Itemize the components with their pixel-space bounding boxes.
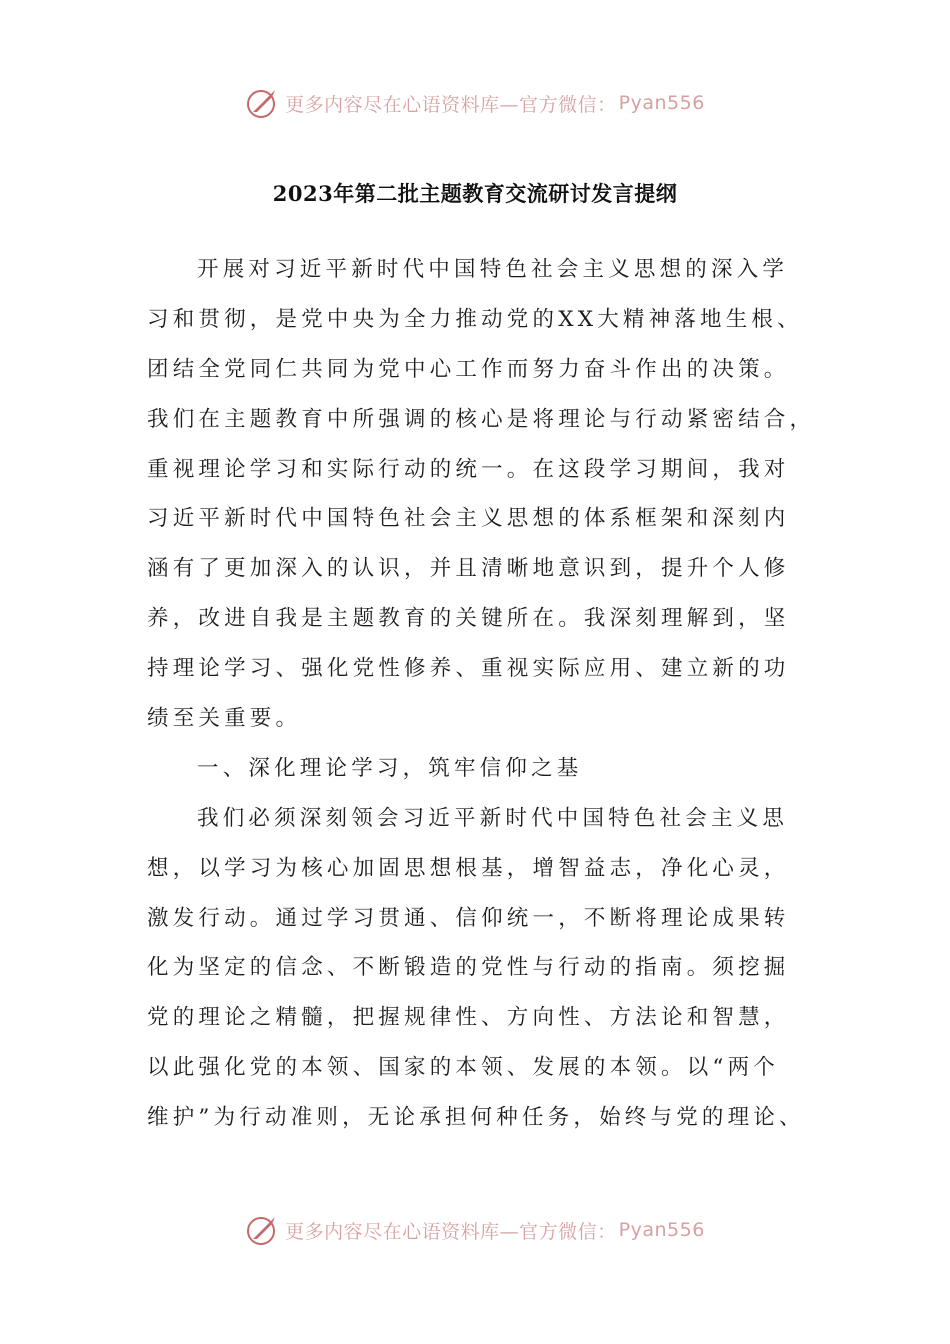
document-body bbox=[147, 245, 816, 1143]
document-title: 2023年第二批主题教育交流研讨发言提纲 bbox=[272, 181, 678, 206]
paragraph-line: 激发行动。通过学习贯通、信仰统一，不断将理论成果转 bbox=[147, 905, 790, 931]
paragraph-line: 维护”为行动准则，无论承担何种任务，始终与党的理论、 bbox=[147, 1105, 805, 1131]
paragraph-line: 化为坚定的信念、不断锻造的党性与行动的指南。须挖掘 bbox=[147, 955, 790, 981]
paragraph-line: 党的理论之精髓，把握规律性、方向性、方法论和智慧， bbox=[147, 1005, 790, 1031]
header-watermark bbox=[0, 83, 950, 123]
quill-pen-circle-icon bbox=[245, 1212, 281, 1248]
watermark-text: 更多内容尽在心语资料库—官方微信： bbox=[285, 93, 617, 116]
paragraph-line: 习近平新时代中国特色社会主义思想的体系框架和深刻内 bbox=[147, 506, 790, 532]
paragraph-line: 想，以学习为核心加固思想根基，增智益志，净化心灵， bbox=[147, 855, 790, 881]
paragraph-line: 持理论学习、强化党性修养、重视实际应用、建立新的功 bbox=[147, 656, 790, 682]
paragraph-line: 涵有了更加深入的认识，并且清晰地意识到，提升个人修 bbox=[147, 556, 790, 582]
paragraph-line: 习和贯彻，是党中央为全力推动党的XX大精神落地生根、 bbox=[147, 306, 803, 332]
paragraph-line: 重视理论学习和实际行动的统一。在这段学习期间，我对 bbox=[147, 456, 790, 482]
paragraph-line: 我们必须深刻领会习近平新时代中国特色社会主义思 bbox=[197, 805, 789, 831]
quill-pen-circle-icon bbox=[245, 85, 281, 121]
paragraph-line: 以此强化党的本领、国家的本领、发展的本领。以“两个 bbox=[147, 1055, 779, 1081]
paragraph-line: 我们在主题教育中所强调的核心是将理论与行动紧密结合， bbox=[147, 406, 816, 432]
paragraph-line: 开展对习近平新时代中国特色社会主义思想的深入学 bbox=[197, 257, 789, 282]
watermark-contact: Pyan556 bbox=[618, 92, 705, 114]
paragraph-line: 团结全党同仁共同为党中心工作而努力奋斗作出的决策。 bbox=[147, 356, 790, 382]
watermark-text: 更多内容尽在心语资料库—官方微信： bbox=[285, 1220, 617, 1243]
section-heading: 一、深化理论学习，筑牢信仰之基 bbox=[197, 755, 583, 781]
paragraph-line: 绩至关重要。 bbox=[147, 706, 302, 732]
paragraph-line: 养，改进自我是主题教育的关键所在。我深刻理解到，坚 bbox=[147, 606, 790, 632]
watermark-contact: Pyan556 bbox=[618, 1219, 705, 1241]
footer-watermark bbox=[0, 1210, 950, 1250]
